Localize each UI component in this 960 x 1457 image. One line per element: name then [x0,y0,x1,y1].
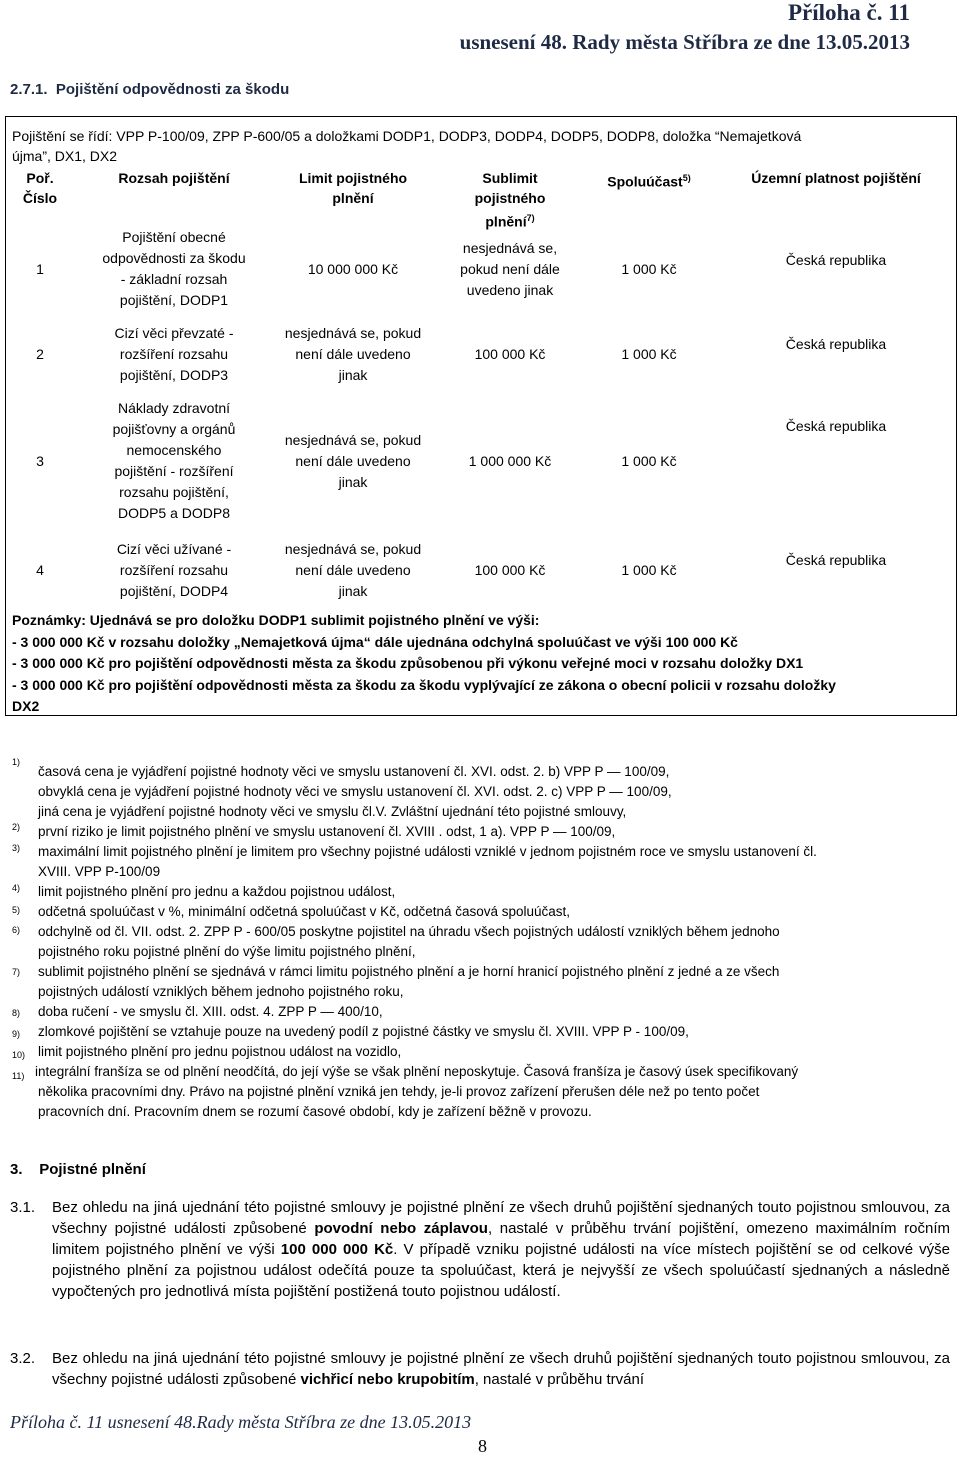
paragraph-3-2 [52,1348,950,1390]
table-cell-line: uvedeno jinak [466,281,554,298]
table-cell-deductible [584,226,714,312]
footnote-line: odchylně od čl. VII. odst. 2. ZPP P - 600/05 poskytne pojistitel na úhradu všech pojistných událostí vzniklých během jednoho [38,924,780,939]
footnote-line: obvyklá cena je vyjádření pojistné hodnoty věci ve smyslu ustanovení čl. XVI. odst. 2. c) VPP P — 100/09, [38,784,672,799]
footnote-mark: 3) [12,843,21,853]
table-cell-line: jinak [338,582,368,599]
table-cell-line: DODP5 a DODP8 [117,505,231,521]
table-cell-line: není dále uvedeno [295,561,411,578]
table-cell-limit [268,530,438,610]
footnote-line: jiná cena je vyjádření pojistné hodnoty věci ve smyslu čl.V. Zvláštní ujednání této pojistné smlouvy, [38,804,627,819]
table-cell-sublimit [440,530,580,610]
table-cell-line: pojištění, DODP1 [119,292,229,308]
appendix-number: Příloha č. 11 [787,0,910,25]
footnote-mark: 6) [12,925,21,935]
footnote-line: XVIII. VPP P-100/09 [38,864,161,879]
table-cell-line: - základní rozsah [120,271,228,287]
paragraph-text: Bez ohledu na jiná ujednání této pojistné smlouvy je pojistné plnění ze všech druhů pojištění sjednaných touto pojistnou smlouvou, za všechny pojistné události způsobené [52,1350,950,1388]
paragraph-emphasis: vichřicí nebo krupobitím [300,1371,475,1388]
page-number: 8 [478,1436,487,1456]
table-cell-line: 3 [36,452,44,469]
col-header-deductible-text: Spoluúčast [607,173,683,190]
table-cell-sublimit [440,314,580,394]
footnote-mark: 7) [12,967,21,977]
footnote-line: pojistného roku pojistné plnění do výše limitu pojistného plnění, [38,944,416,959]
table-cell-line: 1 000 Kč [621,452,677,469]
notes-line1: Poznámky: Ujednává se pro doložku DODP1 sublimit pojistného plnění ve výši: [12,612,540,628]
footnote-mark: 1) [12,757,21,767]
col-header-sublimit-sup: 7) [526,213,535,223]
notes-line4: - 3 000 000 Kč pro pojištění odpovědnosti města za škodu za škodu vyplývající ze zákona o obecní policii v rozsahu doložky [12,676,836,693]
table-cell-line: nesjednává se, pokud [284,540,422,557]
table-cell-deductible [584,396,714,526]
footnote-line: pracovních dní. Pracovním dnem se rozumí časové období, kdy je zařízení běžně v provozu. [38,1104,592,1119]
table-cell-num [8,314,72,394]
table-cell-territory [716,530,956,610]
col-header-territory: Územní platnost pojištění [751,170,921,186]
section-title: Pojištění odpovědnosti za škodu [55,81,290,98]
table-cell-line: pokud není dále [460,260,560,277]
table-cell-line: není dále uvedeno [295,452,411,469]
table-cell-num [8,226,72,312]
col-header-limit-line1: Limit pojistného [298,170,408,186]
table-cell-line: Česká republika [785,552,887,568]
footnote-line: sublimit pojistného plnění se sjednává v rámci limitu pojistného plnění a je horní hranicí pojistného plnění z jedné a ze všech [38,964,780,979]
col-header-scope: Rozsah pojištění [118,170,230,186]
col-header-number-line1: Poř. [26,170,54,186]
paragraph-number: 3.2. [10,1350,36,1367]
footnote-mark: 5) [12,905,21,915]
table-cell-line: Pojištění obecné [122,229,226,245]
paragraph-text: Bez ohledu na jiná ujednání této pojistné smlouvy je pojistné plnění ze všech druhů pojištění sjednaných touto pojistnou smlouvou, za všechny pojistné události způsobené [52,1199,950,1237]
paragraph-number: 3.1. [10,1199,36,1216]
footnote-mark: 10) [12,1050,26,1060]
table-cell-line: nesjednává se, [462,239,558,256]
col-header-number-line2: Číslo [22,190,58,206]
table-cell-scope [84,530,264,610]
paragraph-text: . V případě vzniku pojistné události na více místech pojištění se od celkové výše pojistného plnění za pojistnou událost odečítá pouze ta spoluúčast, která je nejvyšší ze všech spoluúčastí sjednaných a následně vypočtených pro jednotlivá místa pojištění postižená touto pojistnou událostí. [52,1241,950,1300]
footnotes [35,762,954,1122]
notes [12,610,836,718]
table-cell-line: nesjednává se, pokud [284,324,422,341]
table-cell-line: není dále uvedeno [295,345,411,362]
table-cell-line: 4 [36,561,44,578]
col-header-sublimit-line2: pojistného [474,190,546,206]
table-cell-line: Česká republika [785,418,887,434]
paragraph-text: , nastalé v průběhu trvání pojištění, omezeno maximálním ročním limitem pojistného plnění ve výši [52,1220,951,1258]
footnote-line: první riziko je limit pojistného plnění ve smyslu ustanovení čl. XVIII . odst, 1 a). VPP P — 100/09, [38,824,616,839]
col-header-sublimit [440,168,580,232]
table-cell-scope [84,396,264,526]
footnote-line: zlomkové pojištění se vztahuje pouze na uvedený podíl z pojistné částky ve smyslu čl. XVIII. VPP P - 100/09, [38,1024,689,1039]
table-cell-line: pojištění - rozšíření [114,463,234,479]
col-header-deductible [584,168,714,192]
footnote-line: doba ručení - ve smyslu čl. XIII. odst. 4. ZPP P — 400/10, [38,1004,383,1019]
col-header-number [8,168,72,208]
paragraph-3-1 [52,1197,950,1302]
table-cell-line: 1 000 Kč [621,345,677,362]
footnote-line: integrální franšíza se od plnění neodčítá, do její výše se však plnění neposkytuje. Časová franšíza je časový úsek specifikovaný [35,1064,799,1079]
col-header-sublimit-line1: Sublimit [482,170,538,186]
paragraph-emphasis: povodní nebo záplavou [314,1220,488,1237]
notes-line2: - 3 000 000 Kč v rozsahu doložky „Nemajetková újma“ dále ujednána odchylná spoluúčast ve výši 100 000 Kč [12,633,738,650]
table-cell-line: nesjednává se, pokud [284,431,422,448]
col-header-limit-line2: plnění [332,190,374,206]
footnote-mark: 8) [12,1008,21,1018]
table-cell-line: 2 [36,345,44,362]
table-cell-limit [268,314,438,394]
footnote-line: maximální limit pojistného plnění je limitem pro všechny pojistné události vzniklé v jednom pojistném roce ve smyslu ustanovení čl. [38,844,817,859]
table-cell-line: 100 000 Kč [474,345,546,362]
table-cell-line: pojištění, DODP3 [119,366,229,383]
section-number: 2.7.1. [10,81,48,98]
table-cell-scope [84,226,264,312]
table-cell-line: Cizí věci převzaté - [114,324,234,341]
table-cell-line: pojišťovny a orgánů [112,421,236,437]
table-cell-line: 1 [36,260,44,277]
paragraph-emphasis: 100 000 000 Kč [280,1241,394,1258]
footnote-mark: 4) [12,883,21,893]
table-cell-num [8,530,72,610]
table-cell-territory [716,396,956,526]
governing-terms-line2: újma”, DX1, DX2 [12,148,118,164]
table-cell-line: odpovědnosti za škodu [102,250,246,266]
table-cell-line: rozšíření rozsahu [119,561,229,578]
footer-text: Příloha č. 11 usnesení 48.Rady města Stříbra ze dne 13.05.2013 [10,1412,472,1432]
table-cell-line: 1 000 Kč [621,260,677,277]
governing-terms-line1: Pojištění se řídí: VPP P-100/09, ZPP P-600/05 a doložkami DODP1, DODP3, DODP4, DODP5, DODP8, doložka “Nemajetková [12,128,802,144]
table-cell-line: pojištění, DODP4 [119,582,229,599]
table-cell-scope [84,314,264,394]
section3-number: 3. [10,1161,23,1178]
section3-heading [10,1161,146,1178]
footnote-line: časová cena je vyjádření pojistné hodnoty věci ve smyslu ustanovení čl. XVI. odst. 2. b) VPP P — 100/09, [38,764,670,779]
governing-terms [12,126,801,166]
table-cell-sublimit [440,396,580,526]
table-cell-line: 1 000 000 Kč [468,452,552,469]
section-heading [10,81,289,98]
table-cell-line: nemocenského [126,442,222,458]
col-header-limit [268,168,438,208]
footnote-mark: 11) [12,1071,25,1081]
section3-title: Pojistné plnění [39,1161,146,1178]
footnote-line: pojistných událostí vzniklých během jednoho pojistného roku, [38,984,404,999]
table-cell-line: jinak [338,366,368,383]
table-cell-limit [268,396,438,526]
table-cell-line: Cizí věci užívané - [116,540,232,557]
table-cell-line: jinak [338,473,368,490]
table-cell-limit [268,226,438,312]
table-cell-line: 10 000 000 Kč [307,260,399,277]
table-cell-sublimit [440,226,580,312]
table-cell-deductible [584,314,714,394]
footnote-mark: 2) [12,822,21,832]
table-cell-line: 1 000 Kč [621,561,677,578]
footnote-mark: 9) [12,1029,21,1039]
table-cell-num [8,396,72,526]
table-cell-territory [716,314,956,394]
table-cell-deductible [584,530,714,610]
col-header-sublimit-line3-text: plnění [485,213,527,230]
table-cell-line: Česká republika [785,336,887,352]
col-header-deductible-sup: 5) [682,173,691,183]
notes-line3: - 3 000 000 Kč pro pojištění odpovědnosti města za škodu způsobenou při výkonu veřejné moci v rozsahu doložky DX1 [12,655,804,671]
table-cell-line: rozsahu pojištění, [119,484,229,500]
paragraph-text: , nastalé v průběhu trvání [474,1371,644,1388]
footnote-line: několika pracovními dny. Právo na pojistné plnění vzniká jen tehdy, je-li provoz zařízení přerušen déle než po tento počet [38,1084,760,1099]
footnote-line: odčetná spoluúčast v %, minimální odčetná spoluúčast v Kč, odčetná časová spoluúčast, [38,904,571,919]
footnote-line: limit pojistného plnění pro jednu pojistnou událost na vozidlo, [38,1044,402,1059]
resolution-title: usnesení 48. Rady města Stříbra ze dne 13.05.2013 [459,30,910,54]
table-cell-line: Česká republika [785,252,887,268]
footnote-line: limit pojistného plnění pro jednu a každou pojistnou událost, [38,884,396,899]
table-cell-line: rozšíření rozsahu [119,345,229,362]
notes-line5: DX2 [12,698,40,714]
table-cell-line: 100 000 Kč [474,561,546,578]
table-cell-line: Náklady zdravotní [117,400,231,416]
table-cell-territory [716,226,956,312]
